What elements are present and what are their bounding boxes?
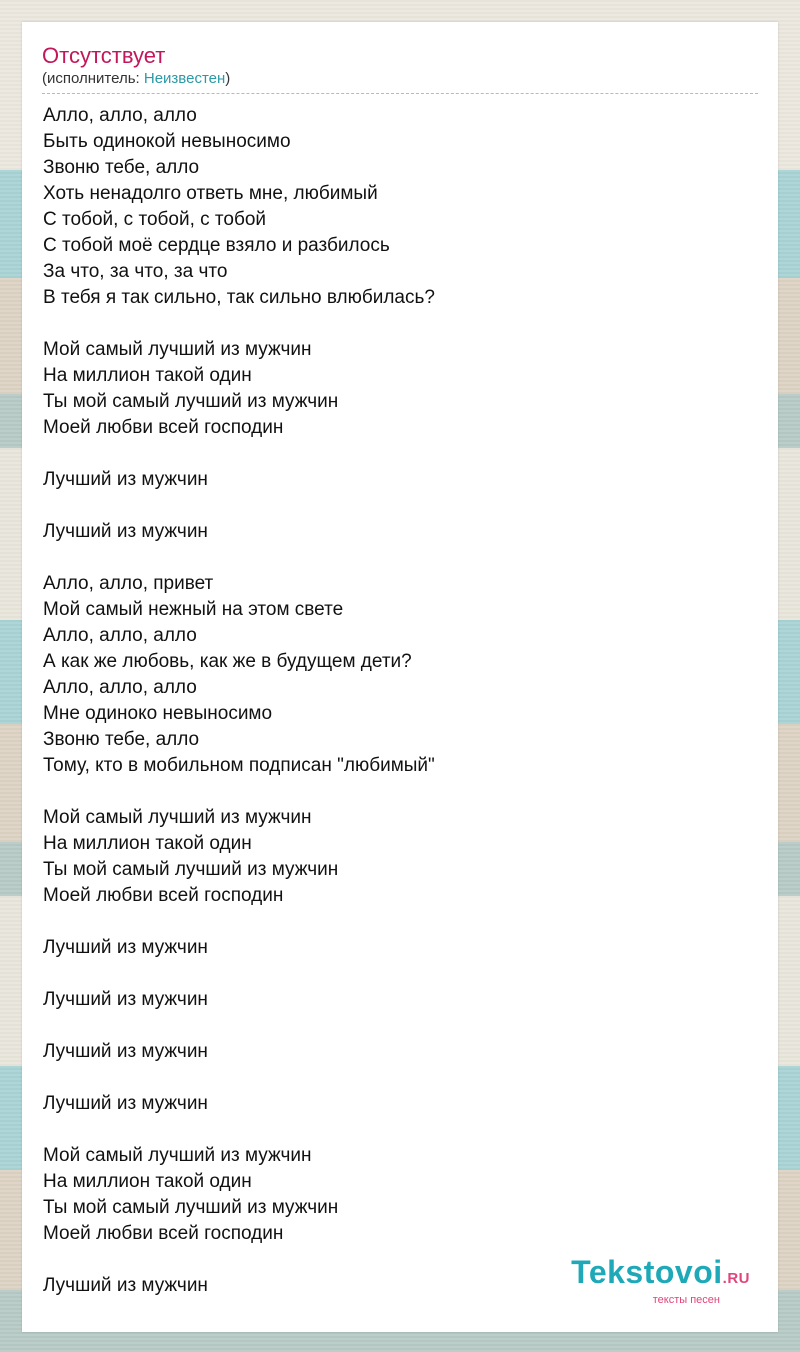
stanza-break (43, 909, 759, 935)
logo-name: Tekstovoi (571, 1254, 723, 1290)
stanza-break (43, 311, 759, 337)
lyric-line: На миллион такой один (43, 1171, 252, 1192)
lyric-line: Алло, алло, привет (43, 573, 214, 594)
stanza-break (43, 1065, 759, 1091)
lyric-line: На миллион такой один (43, 833, 252, 854)
lyric-line: Лучший из мужчин (43, 521, 208, 542)
stanza-break (43, 545, 759, 571)
lyric-line: В тебя я так сильно, так сильно влюбилась? (43, 287, 435, 308)
lyric-line: Быть одинокой невыносимо (43, 131, 291, 152)
stanza-break (43, 441, 759, 467)
lyric-line: За что, за что, за что (43, 261, 228, 282)
lyric-line: Тому, кто в мобильном подписан "любимый" (43, 755, 435, 776)
stanza-break (43, 1117, 759, 1143)
artist-link[interactable]: Неизвестен (143, 70, 226, 87)
lyric-line: Лучший из мужчин (43, 1093, 208, 1114)
logo-tagline: тексты песен (652, 1294, 720, 1306)
lyric-line: Лучший из мужчин (43, 1041, 208, 1062)
lyric-line: С тобой, с тобой, с тобой (43, 209, 267, 230)
logo-wordmark (571, 1256, 750, 1295)
lyric-line: Мой самый лучший из мужчин (43, 807, 312, 828)
lyric-line: Звоню тебе, алло (43, 729, 200, 750)
stanza-break (43, 1013, 759, 1039)
lyric-line: Хоть ненадолго ответь мне, любимый (43, 183, 378, 204)
lyric-line: Мой самый нежный на этом свете (43, 599, 344, 620)
logo-tld: .RU (722, 1270, 750, 1287)
lyric-line: Ты мой самый лучший из мужчин (43, 859, 339, 880)
lyric-line: Лучший из мужчин (43, 937, 208, 958)
stanza-break (43, 779, 759, 805)
artist-suffix: ) (225, 70, 231, 87)
stanza-break (43, 493, 759, 519)
lyrics-text (43, 103, 759, 1299)
lyric-line: Ты мой самый лучший из мужчин (43, 1197, 339, 1218)
lyric-line: Алло, алло, алло (43, 625, 197, 646)
lyric-line: Моей любви всей господин (43, 417, 284, 438)
lyric-line: С тобой моё сердце взяло и разбилось (43, 235, 390, 256)
lyric-line: Мне одиноко невыносимо (43, 703, 273, 724)
lyric-line: Звоню тебе, алло (43, 157, 200, 178)
lyric-line: Алло, алло, алло (43, 105, 197, 126)
artist-prefix: (исполнитель: (42, 70, 144, 87)
lyric-line: Алло, алло, алло (43, 677, 197, 698)
lyric-line: Ты мой самый лучший из мужчин (43, 391, 339, 412)
lyric-line: На миллион такой один (43, 365, 252, 386)
song-title: Отсутствует (42, 43, 166, 68)
stanza-break (43, 961, 759, 987)
lyric-line: Моей любви всей господин (43, 885, 284, 906)
artist-line (42, 69, 758, 89)
lyric-line: Лучший из мужчин (43, 1275, 208, 1296)
lyric-line: Лучший из мужчин (43, 989, 208, 1010)
song-header (42, 43, 758, 94)
lyrics-card (22, 22, 778, 1332)
lyric-line: Мой самый лучший из мужчин (43, 1145, 312, 1166)
site-logo[interactable] (571, 1256, 750, 1306)
lyric-line: А как же любовь, как же в будущем дети? (43, 651, 412, 672)
lyric-line: Моей любви всей господин (43, 1223, 284, 1244)
lyric-line: Мой самый лучший из мужчин (43, 339, 312, 360)
lyric-line: Лучший из мужчин (43, 469, 208, 490)
